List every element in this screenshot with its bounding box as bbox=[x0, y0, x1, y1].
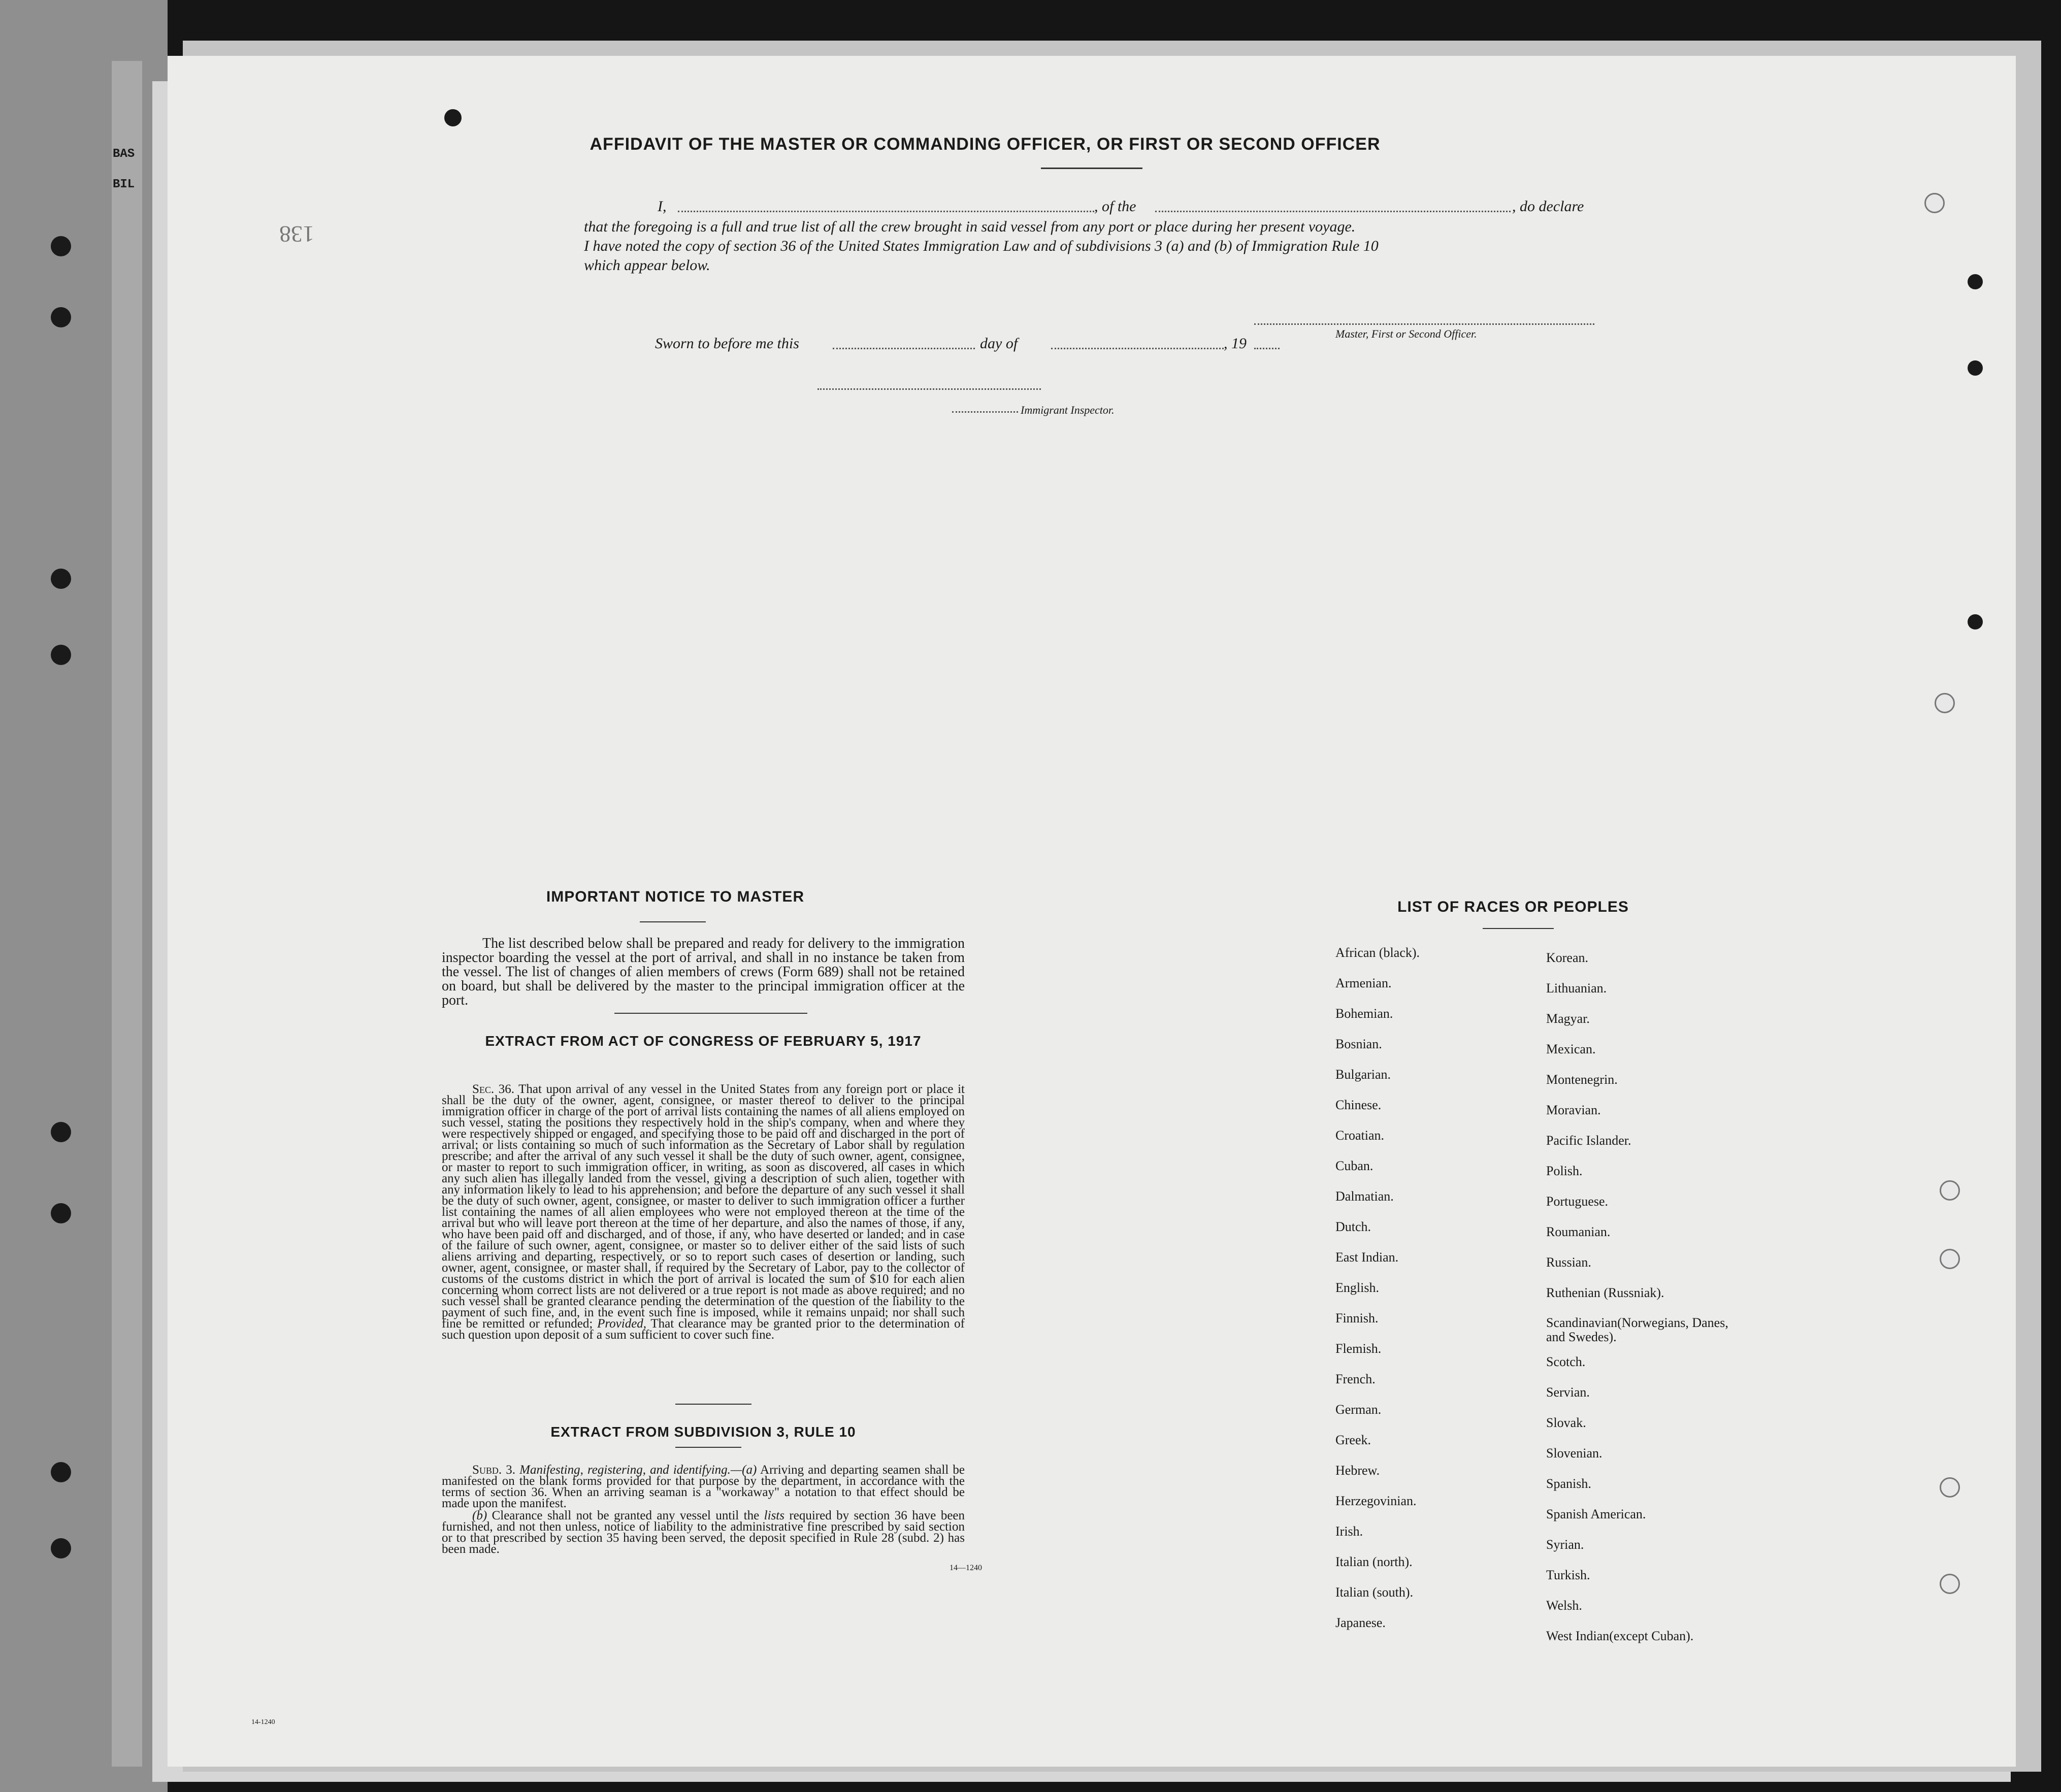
act-body: That upon arrival of any vessel in the United States from any foreign port or place it shall be the duty of the owner, agent, consignee, or master thereof to deliver to the principal immigration officer in charge of the port of arrival lists containing the names of all aliens employed on such vessel, stating the positions they respectively hold in the ship's company, when and where they were respectively shipped or engaged, and specifying those to be paid off and discharged in the port of arrival; or lists containing so much of such information as the Secretary of Labor shall by regulation prescribe; and after the arrival of any such vessel it shall be the duty of such owner, agent, consignee, or master to report to such immigration officer, in writing, as soon as discovered, all cases in which any such alien has illegally landed from the vessel, giving a description of such alien, together with any information likely to lead to his apprehension; and before the departure of any such vessel it shall be the duty of such owner, agent, consignee, or master to deliver to such immigration officer a further list containing the names of all alien employees who were not employed thereon at the time of the arrival but who will leave port thereon at the time of her departure, and also the names of those, if any, who have been paid off and discharged, and of those, if any, who have deserted or landed; and in case of the failure of such owner, agent, consignee, or master so to deliver either of the said lists of such aliens arriving and departing, respectively, or so to report such cases of desertion or landing, such owner, agent, consignee, or master shall, if required by the Secretary of Labor, pay to the collector of customs of the customs district in which the port of arrival is located the sum of $10 for each alien concerning whom correct lists are not delivered or a true report is not made as above required; and no such vessel shall be granted clearance pending the determination of the question of the liability to the payment of such fine, and, in the event such fine is imposed, while it remains unpaid; nor shall such fine be remitted or refunded; bbox=[442, 1082, 965, 1331]
race-item: Welsh. bbox=[1546, 1598, 1582, 1613]
race-item: Flemish. bbox=[1335, 1341, 1382, 1356]
race-item: Hebrew. bbox=[1335, 1463, 1380, 1478]
act-provided: Provided, bbox=[597, 1317, 647, 1331]
rule-b-label: (b) bbox=[472, 1509, 487, 1522]
race-item: Spanish American. bbox=[1546, 1507, 1646, 1521]
sworn-text: Sworn to before me this bbox=[655, 335, 799, 352]
day-of-text: day of bbox=[980, 335, 1018, 352]
race-item: Servian. bbox=[1546, 1385, 1590, 1400]
race-item: Dalmatian. bbox=[1335, 1189, 1394, 1204]
race-item: Irish. bbox=[1335, 1524, 1363, 1539]
race-item: Mexican. bbox=[1546, 1042, 1596, 1056]
race-item: Japanese. bbox=[1335, 1615, 1386, 1630]
rule-body-b1: Clearance shall not be granted any vessel until the bbox=[492, 1509, 760, 1522]
race-item: Bohemian. bbox=[1335, 1006, 1393, 1021]
rule-lists: lists bbox=[764, 1509, 784, 1522]
punch-hole bbox=[1940, 1180, 1960, 1201]
notice-rule bbox=[640, 921, 706, 922]
rule-text-b bbox=[442, 1510, 965, 1555]
inspector-signature-blank[interactable] bbox=[817, 388, 1041, 390]
race-item: Bulgarian. bbox=[1335, 1067, 1391, 1082]
punch-hole bbox=[1940, 1477, 1960, 1498]
act-title: EXTRACT FROM ACT OF CONGRESS OF FEBRUARY 5, 1917 bbox=[485, 1033, 922, 1049]
rule-text-a bbox=[442, 1465, 965, 1509]
day-blank[interactable] bbox=[833, 348, 975, 349]
race-item: Scotch. bbox=[1546, 1354, 1586, 1369]
month-blank[interactable] bbox=[1051, 348, 1224, 349]
race-item: Turkish. bbox=[1546, 1568, 1590, 1582]
race-item: Scandinavian(Norwegians, Danes, and Swedes). bbox=[1546, 1315, 1728, 1344]
year-blank[interactable] bbox=[1254, 348, 1280, 349]
race-item: East Indian. bbox=[1335, 1250, 1399, 1265]
punch-hole bbox=[51, 569, 71, 589]
rule-title-rule bbox=[675, 1447, 741, 1448]
rule-body-a: Arriving and departing seamen shall be manifested on the blank forms provided for that purpose by the department, in accordance with the terms of section 36. When an arriving seaman is a "workaway" a notation to that effect should be made upon the manifest. bbox=[442, 1463, 965, 1510]
races-title: LIST OF RACES OR PEOPLES bbox=[1397, 899, 1629, 915]
punch-hole bbox=[444, 109, 462, 126]
race-item: Cuban. bbox=[1335, 1158, 1373, 1173]
race-item: English. bbox=[1335, 1280, 1379, 1295]
rule-form-number: 14—1240 bbox=[950, 1564, 982, 1572]
punch-hole bbox=[51, 1538, 71, 1558]
race-item: Ruthenian (Russniak). bbox=[1546, 1285, 1664, 1300]
punch-hole bbox=[1968, 360, 1983, 376]
year-prefix: , 19 bbox=[1224, 335, 1247, 352]
race-item: Croatian. bbox=[1335, 1128, 1385, 1143]
race-item: Syrian. bbox=[1546, 1537, 1584, 1552]
act-sec-label: Sec. 36. bbox=[472, 1082, 514, 1096]
act-divider bbox=[675, 1404, 751, 1405]
race-item: Italian (south). bbox=[1335, 1585, 1414, 1600]
act-body-end: That clearance may be granted prior to the determination of such question upon deposit of a sum sufficient to cover such fine. bbox=[442, 1317, 965, 1342]
punch-hole bbox=[1968, 614, 1983, 629]
affidavit-title: AFFIDAVIT OF THE MASTER OR COMMANDING OFFICER, OR FIRST OR SECOND OFFICER bbox=[590, 135, 1381, 154]
name-blank[interactable] bbox=[678, 211, 1094, 212]
race-item: Herzegovinian. bbox=[1335, 1494, 1417, 1508]
inspector-label: Immigrant Inspector. bbox=[1021, 404, 1115, 416]
margin-mark-1: BAS bbox=[113, 147, 135, 161]
punch-hole bbox=[1968, 274, 1983, 289]
race-item: Magyar. bbox=[1546, 1011, 1590, 1026]
punch-hole bbox=[51, 1462, 71, 1482]
race-item: German. bbox=[1335, 1402, 1382, 1417]
punch-hole bbox=[51, 1122, 71, 1142]
race-item: Dutch. bbox=[1335, 1219, 1371, 1234]
form-number-bottom: 14-1240 bbox=[251, 1718, 275, 1726]
race-item: Montenegrin. bbox=[1546, 1072, 1618, 1087]
act-text bbox=[442, 1084, 965, 1341]
binder-edge bbox=[112, 61, 142, 1767]
punch-hole bbox=[1935, 693, 1955, 713]
race-item: Portuguese. bbox=[1546, 1194, 1609, 1209]
race-item: Polish. bbox=[1546, 1164, 1583, 1178]
race-item: Armenian. bbox=[1335, 976, 1392, 990]
punch-hole bbox=[1940, 1574, 1960, 1594]
vessel-blank[interactable] bbox=[1155, 211, 1511, 212]
punch-hole bbox=[51, 645, 71, 665]
race-item: Lithuanian. bbox=[1546, 981, 1607, 995]
race-item: Moravian. bbox=[1546, 1103, 1601, 1117]
inspector-dots bbox=[952, 411, 1018, 413]
race-item: West Indian(except Cuban). bbox=[1546, 1629, 1694, 1643]
punch-hole bbox=[1940, 1249, 1960, 1269]
affidavit-line-4: which appear below. bbox=[584, 257, 710, 274]
master-label: Master, First or Second Officer. bbox=[1335, 327, 1477, 340]
race-item: Spanish. bbox=[1546, 1476, 1591, 1491]
punch-hole bbox=[1924, 193, 1945, 213]
race-item: Chinese. bbox=[1335, 1098, 1382, 1112]
master-signature-blank[interactable] bbox=[1254, 323, 1594, 325]
rule-subd-title: Manifesting, registering, and identifying.—(a) bbox=[519, 1463, 757, 1477]
affidavit-do-declare: , do declare bbox=[1512, 198, 1584, 215]
race-item: Pacific Islander. bbox=[1546, 1133, 1631, 1148]
notice-divider bbox=[614, 1013, 807, 1014]
notice-text: The list described below shall be prepared and ready for delivery to the immigration inspector boarding the vessel at the port of arrival, and shall in no instance be taken from the vessel. The list of changes of alien members of crews (Form 689) shall not be retained on board, but shall be delivered by the master to the principal immigration officer at the port. bbox=[442, 936, 965, 1008]
race-item: Italian (north). bbox=[1335, 1554, 1413, 1569]
race-item: Roumanian. bbox=[1546, 1224, 1611, 1239]
notice-title: IMPORTANT NOTICE TO MASTER bbox=[546, 888, 805, 905]
race-item: French. bbox=[1335, 1372, 1376, 1386]
punch-hole bbox=[51, 1203, 71, 1223]
race-item: Slovenian. bbox=[1546, 1446, 1602, 1461]
rule-body-b2: required by section 36 have been furnished, and not then unless, notice of liability to the administrative fine prescribed by said section or to that prescribed by section 35 having been served, the deposit specified in Rule 28 (subd. 2) has been made. bbox=[442, 1509, 965, 1556]
race-item: Russian. bbox=[1546, 1255, 1591, 1270]
race-item: African (black). bbox=[1335, 945, 1420, 960]
punch-hole bbox=[51, 307, 71, 327]
race-item: Bosnian. bbox=[1335, 1037, 1382, 1051]
rule-subd-label: Subd. 3. bbox=[472, 1463, 516, 1477]
affidavit-line-2: that the foregoing is a full and true list of all the crew brought in said vessel from any port or place during her present voyage. bbox=[584, 218, 1356, 235]
race-item: Finnish. bbox=[1335, 1311, 1379, 1325]
races-rule bbox=[1483, 928, 1554, 929]
margin-mark-2: BIL bbox=[113, 178, 135, 191]
race-item: Slovak. bbox=[1546, 1415, 1586, 1430]
race-item: Greek. bbox=[1335, 1433, 1371, 1447]
affidavit-of-the: , of the bbox=[1094, 198, 1136, 215]
manifest-sheet bbox=[168, 56, 2016, 1767]
rule-title: EXTRACT FROM SUBDIVISION 3, RULE 10 bbox=[550, 1424, 856, 1440]
affidavit-line-3: I have noted the copy of section 36 of the United States Immigration Law and of subdivisions 3 (a) and (b) of Immigration Rule 10 bbox=[584, 238, 1379, 254]
affidavit-i: I, bbox=[658, 198, 667, 215]
binder-strip bbox=[0, 0, 168, 1792]
title-rule bbox=[1041, 168, 1142, 169]
stamp-number: 138 bbox=[279, 221, 314, 247]
punch-hole bbox=[51, 236, 71, 256]
race-item: Korean. bbox=[1546, 950, 1589, 965]
